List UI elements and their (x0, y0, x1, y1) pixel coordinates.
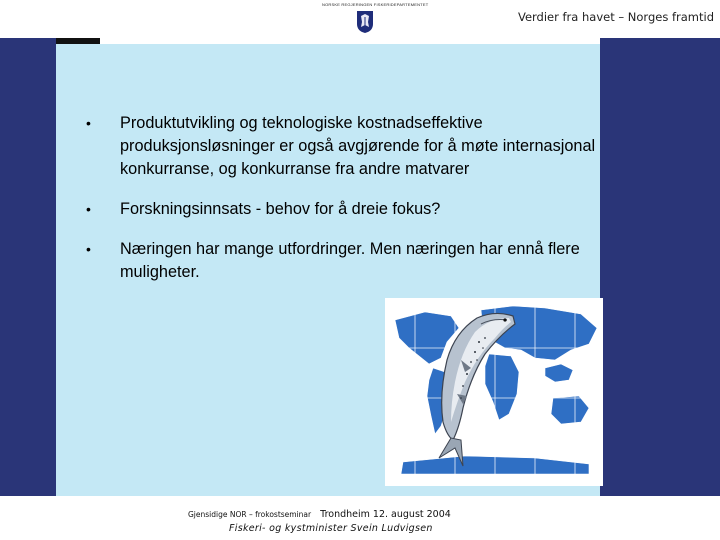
bullet-item (86, 238, 598, 284)
right-side-bar (600, 0, 720, 540)
presentation-title: Verdier fra havet – Norges framtid (517, 10, 714, 24)
bullet-item (86, 112, 598, 181)
footer-seminar: Gjensidige NOR – frokostseminar (188, 510, 312, 519)
bullet-marker: • (86, 241, 91, 257)
bullet-text: Forskningsinnsats - behov for å dreie fokus? (120, 200, 441, 218)
salmon-over-world-map-image (385, 298, 603, 486)
bullet-list (86, 112, 598, 301)
bullet-text: Næringen har mange utfordringer. Men næringen har ennå flere muligheter. (120, 240, 580, 281)
bullet-marker: • (86, 115, 91, 131)
left-side-bar (0, 0, 56, 540)
footer-speaker: Fiskeri- og kystminister Svein Ludvigsen (229, 523, 433, 534)
norwegian-government-crest-icon (356, 10, 374, 34)
government-logo (322, 2, 429, 36)
logo-text: NORSKE REGJERINGEN FISKERIDEPARTEMENTET (322, 2, 429, 7)
bullet-marker: • (86, 201, 91, 217)
bullet-text: Produktutvikling og teknologiske kostnadseffektive produksjonsløsninger er også avgjørende for å møte internasjonal konkurranse, og konkurranse fra andre matvarer (120, 114, 596, 178)
bullet-item (86, 198, 598, 221)
footer-seminar-line (188, 509, 451, 520)
footer-place-date: Trondheim 12. august 2004 (320, 509, 451, 520)
